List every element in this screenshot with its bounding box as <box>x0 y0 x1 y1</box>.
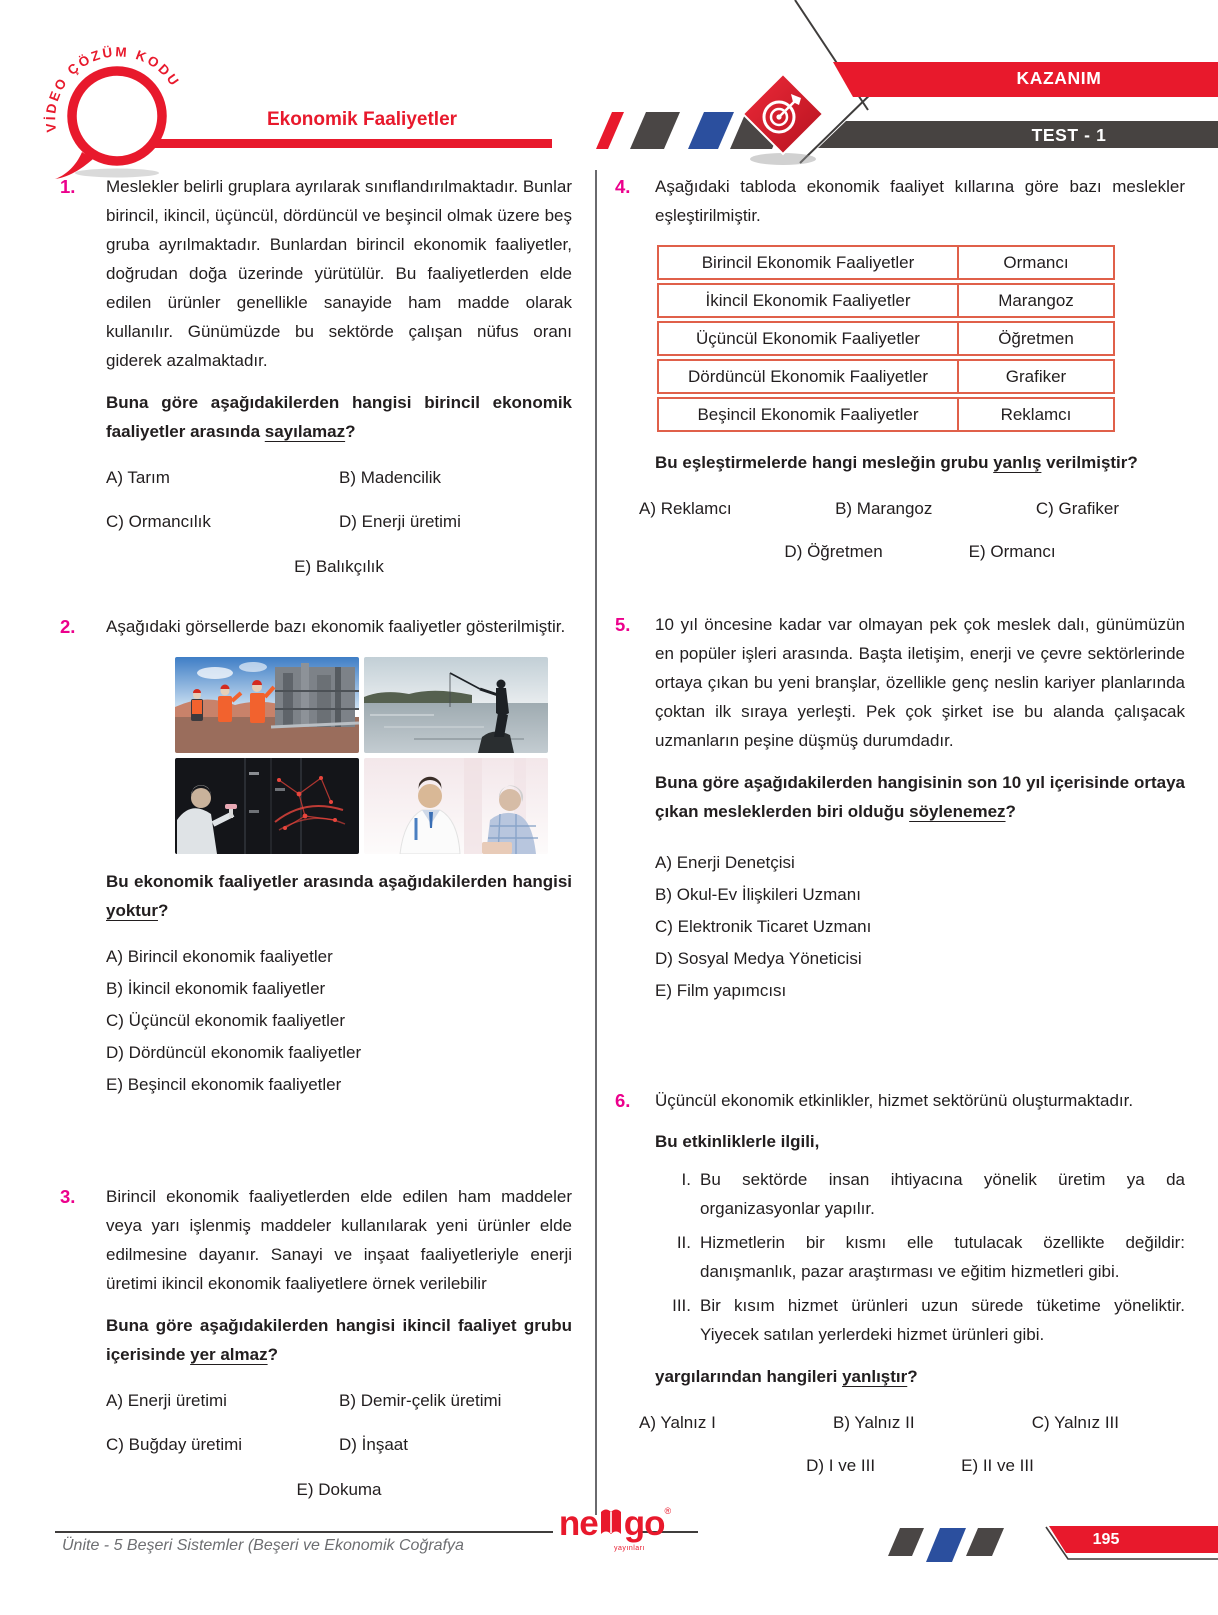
table-cell: Beşincil Ekonomik Faaliyetler <box>657 397 959 432</box>
technology-researcher-photo <box>175 758 359 854</box>
statement-2 <box>655 1228 1185 1286</box>
statement-1 <box>655 1165 1185 1223</box>
question-text: Birincil ekonomik faaliyetlerden elde edilen ham maddeler veya yarı işlenmiş maddeler kullanılarak yeni ürünler elde edilmesine dayanır. Sanayi ve inşaat faaliyetleriyle enerji üretimi ikincil ekonomik faaliyetlere örnek verilebilir <box>106 1187 572 1293</box>
stem-underlined-word: yer almaz <box>190 1345 268 1364</box>
question-number: 2. <box>60 616 76 637</box>
table-cell: Birincil Ekonomik Faaliyetler <box>657 245 959 280</box>
table-cell: Dördüncül Ekonomik Faaliyetler <box>657 359 959 394</box>
option-c: C) Buğday üretimi <box>106 1435 243 1454</box>
stripe-red <box>596 112 624 149</box>
table-cell: Öğretmen <box>959 321 1115 356</box>
option-d: D) Sosyal Medya Yöneticisi <box>655 949 862 968</box>
brand-text-ne: ne <box>558 1504 598 1543</box>
options <box>655 848 1185 1005</box>
option-b: B) Demir-çelik üretimi <box>339 1391 502 1410</box>
doctor-with-patient-photo <box>364 758 548 854</box>
table-row <box>657 321 1115 356</box>
stem-text: Buna göre aşağıdakilerden hangisi ikincil faaliyet grubu içerisinde <box>106 1316 572 1364</box>
question-stem <box>655 448 1185 477</box>
option-a: A) Reklamcı <box>639 499 732 518</box>
statement-list <box>655 1165 1185 1349</box>
table-row <box>657 245 1115 280</box>
stem-text: ? <box>345 422 356 441</box>
option-e: E) II ve III <box>961 1456 1034 1475</box>
stem-text: ? <box>1005 802 1016 821</box>
stem-text: yargılarından hangileri <box>655 1367 843 1386</box>
section-title: Ekonomik Faaliyetler <box>266 109 458 130</box>
badge-circle <box>72 71 162 161</box>
nego-logo <box>550 1504 680 1544</box>
stem-text: Bu eşleştirmelerde hangi mesleğin grubu <box>655 453 994 472</box>
footer-right-decoration <box>880 1518 1218 1578</box>
statement-3 <box>655 1291 1185 1349</box>
stem-text: ? <box>907 1367 918 1386</box>
option-e: E) Beşincil ekonomik faaliyetler <box>106 1075 342 1094</box>
options <box>106 463 572 551</box>
options <box>639 494 1185 523</box>
options <box>106 1386 572 1474</box>
stem-text: Buna göre aşağıdakilerden hangisinin son 10 yıl içerisinde ortaya çıkan mesleklerden biri olduğu <box>655 773 1185 821</box>
option-d: D) Dördüncül ekonomik faaliyetler <box>106 1043 362 1062</box>
question-number: 4. <box>615 176 631 197</box>
table-cell: Reklamcı <box>959 397 1115 432</box>
option-c: C) Üçüncül ekonomik faaliyetler <box>106 1011 346 1030</box>
table-cell: Grafiker <box>959 359 1115 394</box>
stripe-dark-1 <box>630 112 680 149</box>
option-b: B) Madencilik <box>339 468 442 487</box>
table-cell: Üçüncül Ekonomik Faaliyetler <box>657 321 959 356</box>
option-d: D) Öğretmen <box>784 542 883 561</box>
options-row-2 <box>655 1451 1185 1480</box>
question-3 <box>60 1182 572 1504</box>
statement-number: III. <box>672 1296 691 1315</box>
stem-text: Bu ekonomik faaliyetler arasında aşağıdakilerden hangisi <box>106 872 572 891</box>
option-a: A) Enerji Denetçisi <box>655 853 795 872</box>
book-icon <box>599 1504 623 1538</box>
option-b: B) Okul-Ev İlişkileri Uzmanı <box>655 885 861 904</box>
options <box>639 1408 1185 1437</box>
question-text: Aşağıdaki tabloda ekonomik faaliyet kıllarına göre bazı meslekler eşleştirilmiştir. <box>655 177 1185 225</box>
option-b: B) Marangoz <box>835 499 933 518</box>
question-number: 5. <box>615 614 631 635</box>
question-number: 3. <box>60 1186 76 1207</box>
option-e: E) Ormancı <box>968 542 1056 561</box>
footer-unit-text: Ünite - 5 Beşeri Sistemler (Beşeri ve Ekonomik Coğrafya <box>62 1537 464 1554</box>
statement-text: Hizmetlerin bir kısmı elle tutulacak özellikte değildir: danışmanlık, pazar araştırması ve eğitim hizmetleri gibi. <box>700 1233 1185 1281</box>
question-text: Aşağıdaki görsellerde bazı ekonomik faaliyetler gösterilmiştir. <box>106 617 566 636</box>
table-cell: Marangoz <box>959 283 1115 318</box>
statement-text: Bu sektörde insan ihtiyacına yönelik üretim ya da organizasyonlar yapılır. <box>700 1170 1185 1218</box>
statement-number: I. <box>681 1170 691 1189</box>
question-stem <box>106 388 572 446</box>
table-row <box>657 359 1115 394</box>
page-number: 195 <box>1092 1531 1120 1548</box>
column-divider <box>595 170 597 1515</box>
statement-number: II. <box>676 1233 691 1252</box>
option-e: E) Dokuma <box>296 1480 382 1499</box>
option-d: D) Enerji üretimi <box>339 512 461 531</box>
question-text: Meslekler belirli gruplara ayrılarak sınıflandırılmaktadır. Bunlar birincil, ikincil, üçüncül, dördüncül ve beşincil olmak üzere beş gruba ayrılmaktadır. Bunlardan birincil ekonomik faaliyetler, doğrudan doğa üzerinde yürütülür. Bu faaliyetlerden elde edilen ürünler genellikle sanayide ham madde olarak kullanılır. Günümüzde bu sektörde çalışan nüfus oranı giderek azalmaktadır. <box>106 177 572 370</box>
table-row <box>657 397 1115 432</box>
video-solution-badge <box>20 14 230 194</box>
brand-subtext: yayınları <box>614 1545 645 1552</box>
options-row-2 <box>655 537 1185 566</box>
option-a: A) Yalnız I <box>639 1413 716 1432</box>
option-b: B) Yalnız II <box>833 1413 915 1432</box>
option-d: D) I ve III <box>806 1456 876 1475</box>
option-e: E) Film yapımcısı <box>655 981 787 1000</box>
registered-mark: ® <box>664 1506 672 1516</box>
stem-underlined-word: yoktur <box>106 901 158 920</box>
option-a: A) Birincil ekonomik faaliyetler <box>106 947 333 966</box>
option-c: C) Elektronik Ticaret Uzmanı <box>655 917 872 936</box>
question-stem <box>655 768 1185 826</box>
stem-text: Buna göre aşağıdakilerden hangisi birincil ekonomik faaliyetler arasında <box>106 393 572 441</box>
question-number: 1. <box>60 176 76 197</box>
question-text: 10 yıl öncesine kadar var olmayan pek çok meslek dalı, günümüzün en popüler işleri arasında. Başta iletişim, enerji ve çevre sektörlerinde ortaya çıkan bu yeni branşlar, özellikle genç neslin kariyer planlarında çoktan ilk sıraya yerleşti. Pek çok şirket ise bu alanda çalışacak uzmanların peşine düşmüş durumdadır. <box>655 615 1185 750</box>
question-2 <box>60 612 572 1102</box>
stem-underlined-word: yanlıştır <box>842 1367 908 1386</box>
question-lead: Bu etkinliklerle ilgili, <box>655 1132 820 1151</box>
table-row <box>657 283 1115 318</box>
stem-text: verilmiştir? <box>1041 453 1138 472</box>
fisherman-on-lake-photo <box>364 657 548 753</box>
option-c: C) Ormancılık <box>106 512 211 531</box>
question-6 <box>615 1086 1185 1480</box>
question-1 <box>60 172 572 581</box>
table-cell: Ormancı <box>959 245 1115 280</box>
options <box>106 942 572 1099</box>
option-c: C) Yalnız III <box>1031 1413 1119 1432</box>
video-cozum-kodu-label: VİDEO ÇÖZÜM KODU <box>42 44 183 133</box>
question-stem <box>106 1311 572 1369</box>
brand-text-go: go <box>623 1504 665 1543</box>
kazanim-label: KAZANIM <box>1016 68 1102 88</box>
question-4 <box>615 172 1185 566</box>
stripe-dark-1 <box>888 1528 924 1556</box>
option-a: A) Enerji üretimi <box>106 1391 227 1410</box>
test-label: TEST - 1 <box>1031 125 1107 145</box>
stripe-dark-2 <box>966 1528 1004 1556</box>
footer-rule-left <box>55 1531 553 1533</box>
question-text: Üçüncül ekonomik etkinlikler, hizmet sektörünü oluşturmaktadır. <box>655 1091 1134 1110</box>
stem-text: ? <box>267 1345 278 1364</box>
stem-underlined-word: sayılamaz <box>264 422 346 441</box>
option-e: E) Balıkçılık <box>294 557 384 576</box>
stem-underlined-word: söylenemez <box>909 802 1006 821</box>
option-d: D) İnşaat <box>339 1435 408 1454</box>
activity-photos <box>175 657 572 854</box>
option-c: C) Grafiker <box>1035 499 1119 518</box>
industrial-workers-photo <box>175 657 359 753</box>
question-number: 6. <box>615 1090 631 1111</box>
question-stem <box>655 1362 1185 1391</box>
option-a: A) Tarım <box>106 468 170 487</box>
option-b: B) İkincil ekonomik faaliyetler <box>106 979 326 998</box>
statement-text: Bir kısım hizmet ürünleri uzun sürede tüketime yöneliktir. Yiyecek satılan yerlerdeki hizmet ürünleri gibi. <box>700 1296 1185 1344</box>
stem-underlined-word: yanlış <box>993 453 1042 472</box>
stem-text: ? <box>157 901 169 920</box>
stripe-blue <box>688 112 734 149</box>
table-cell: İkincil Ekonomik Faaliyetler <box>657 283 959 318</box>
question-5 <box>615 610 1185 1008</box>
question-stem <box>106 867 572 925</box>
matching-table <box>657 242 1115 435</box>
stripe-blue <box>926 1528 966 1562</box>
